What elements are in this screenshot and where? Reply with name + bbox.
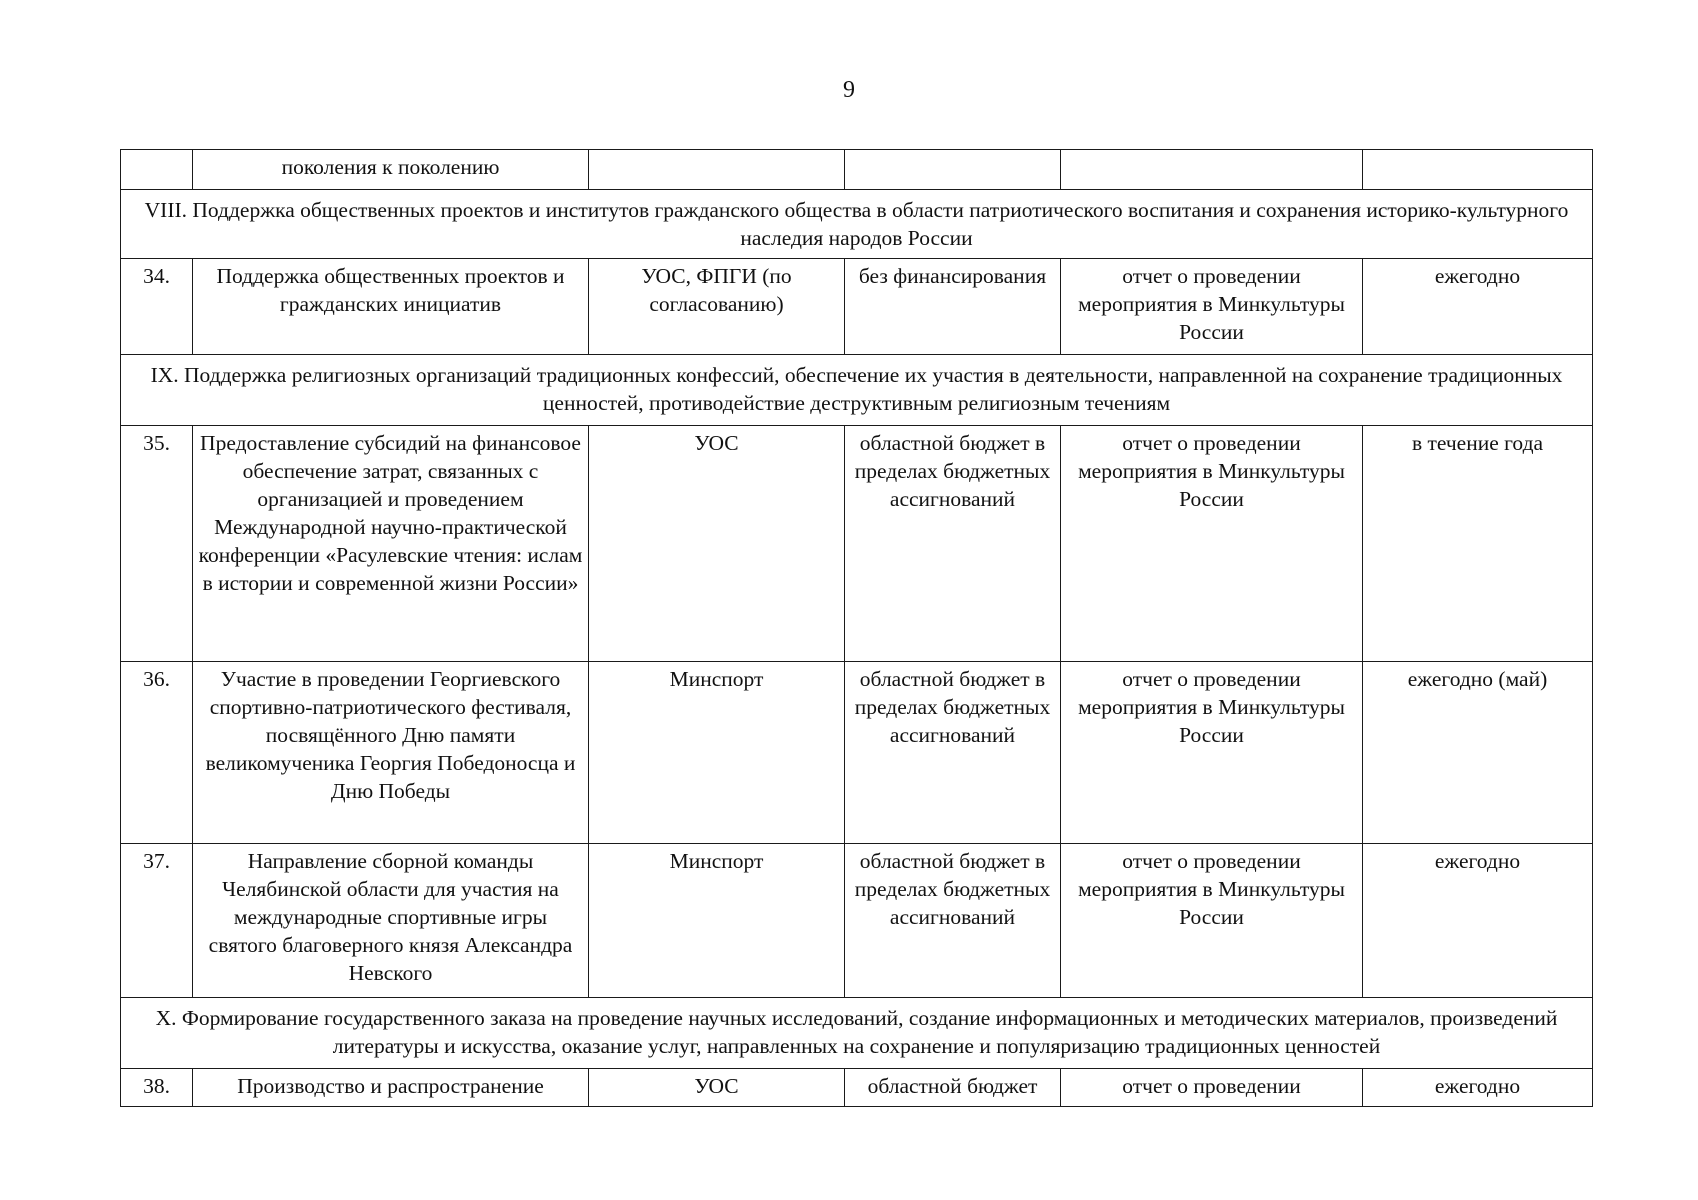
table-row (121, 844, 1593, 998)
result-cell: отчет о проведении мероприятия в Минкультуры России (1061, 844, 1363, 998)
section-row (121, 355, 1593, 426)
term-cell: в течение года (1363, 426, 1593, 662)
table-row (121, 662, 1593, 844)
term-cell: ежегодно (май) (1363, 662, 1593, 844)
term-cell: ежегодно (1363, 259, 1593, 355)
section-heading-x: X. Формирование государственного заказа на проведение научных исследований, создание информационных и методических материалов, произведений литературы и искусства, оказание услуг, направленных на сохранение и популяризацию традиционных ценностей (121, 998, 1593, 1069)
name-cell: Предоставление субсидий на финансовое обеспечение затрат, связанных с организацией и проведением Международной научно-практической конференции «Расулевские чтения: ислам в истории и современной жизни России» (193, 426, 589, 662)
term-cell: ежегодно (1363, 844, 1593, 998)
name-cell: Участие в проведении Георгиевского спортивно-патриотического фестиваля, посвящённого Дню памяти великомученика Георгия Победоносца и Дню Победы (193, 662, 589, 844)
result-cell: отчет о проведении мероприятия в Минкультуры России (1061, 662, 1363, 844)
name-cell: Производство и распространение (193, 1069, 589, 1107)
page-number: 9 (843, 77, 855, 103)
term-cell (1363, 150, 1593, 190)
result-cell: отчет о проведении (1061, 1069, 1363, 1107)
table-row (121, 1069, 1593, 1107)
result-cell: отчет о проведении мероприятия в Минкультуры России (1061, 259, 1363, 355)
section-heading-viii: VIII. Поддержка общественных проектов и институтов гражданского общества в области патриотического воспитания и сохранения историко-культурного наследия народов России (121, 190, 1593, 259)
financing-cell: областной бюджет (845, 1069, 1061, 1107)
result-cell: отчет о проведении мероприятия в Минкультуры России (1061, 426, 1363, 662)
executor-cell (589, 150, 845, 190)
financing-cell: без финансирования (845, 259, 1061, 355)
executor-cell: Минспорт (589, 662, 845, 844)
activities-table (120, 149, 1593, 1107)
executor-cell: УОС (589, 1069, 845, 1107)
term-cell: ежегодно (1363, 1069, 1593, 1107)
name-cell: поколения к поколению (193, 150, 589, 190)
section-heading-ix: IX. Поддержка религиозных организаций традиционных конфессий, обеспечение их участия в деятельности, направленной на сохранение традиционных ценностей, противодействие деструктивным религиозным течениям (121, 355, 1593, 426)
num-cell (121, 150, 193, 190)
executor-cell: УОС, ФПГИ (по согласованию) (589, 259, 845, 355)
table-row (121, 426, 1593, 662)
num-cell: 35. (121, 426, 193, 662)
num-cell: 38. (121, 1069, 193, 1107)
financing-cell: областной бюджет в пределах бюджетных ассигнований (845, 426, 1061, 662)
section-row (121, 190, 1593, 259)
num-cell: 34. (121, 259, 193, 355)
result-cell (1061, 150, 1363, 190)
section-row (121, 998, 1593, 1069)
num-cell: 37. (121, 844, 193, 998)
financing-cell: областной бюджет в пределах бюджетных ассигнований (845, 662, 1061, 844)
name-cell: Поддержка общественных проектов и гражданских инициатив (193, 259, 589, 355)
table-row (121, 259, 1593, 355)
num-cell: 36. (121, 662, 193, 844)
executor-cell: Минспорт (589, 844, 845, 998)
table-row (121, 150, 1593, 190)
executor-cell: УОС (589, 426, 845, 662)
name-cell: Направление сборной команды Челябинской области для участия на международные спортивные игры святого благоверного князя Александра Невского (193, 844, 589, 998)
financing-cell (845, 150, 1061, 190)
financing-cell: областной бюджет в пределах бюджетных ассигнований (845, 844, 1061, 998)
